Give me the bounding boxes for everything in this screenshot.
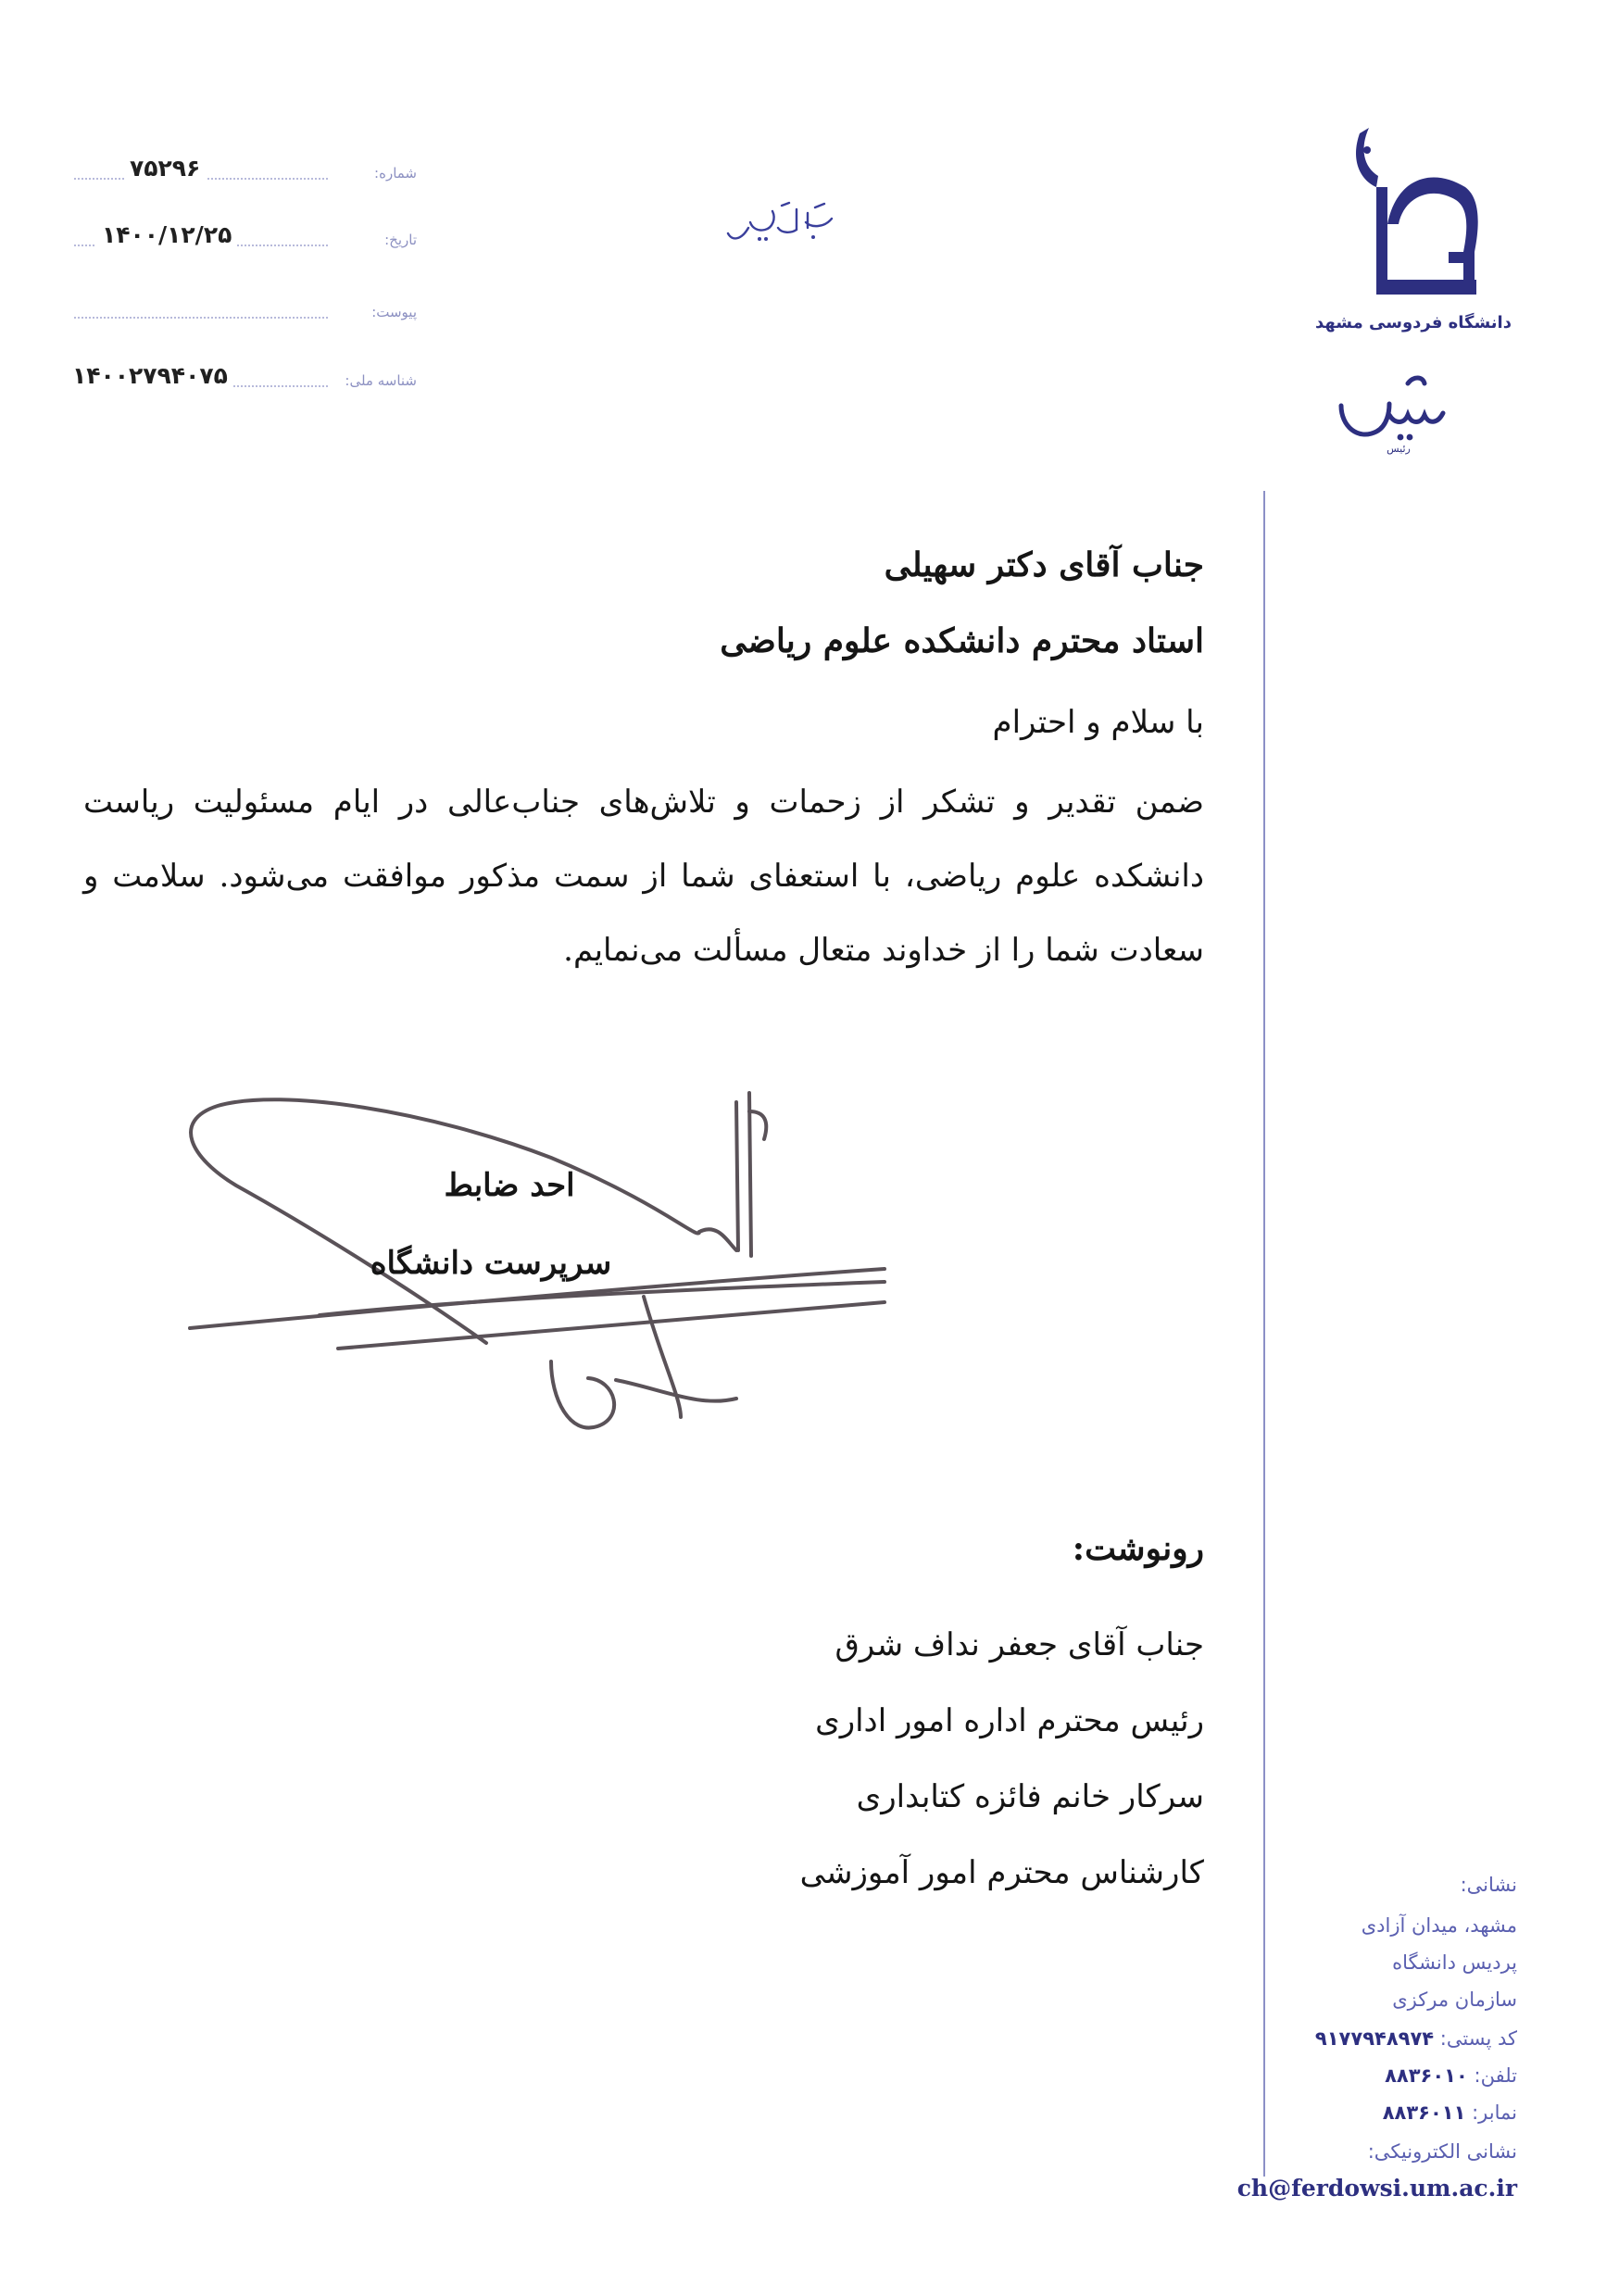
postal-code-label: کد پستی: <box>1439 2027 1517 2050</box>
fax-value: ۸۸۳۶۰۱۱ <box>1382 2102 1466 2124</box>
letter-date-value: ۱۴۰۰/۱۲/۲۵ <box>96 221 237 248</box>
cc-item: کارشناس محترم امور آموزشی <box>799 1854 1204 1891</box>
national-id-label: شناسه ملی: <box>345 372 417 389</box>
office-title: رئیس <box>1387 443 1411 455</box>
bismillah-calligraphy <box>722 200 843 256</box>
email-label: نشانی الکترونیکی: <box>1367 2140 1517 2163</box>
greeting: با سلام و احترام <box>992 704 1204 741</box>
university-name: دانشگاه فردوسی مشهد <box>1315 313 1512 332</box>
recipient-name: جناب آقای دکتر سهیلی <box>884 546 1204 584</box>
fax-label: نمابر: <box>1472 2102 1517 2124</box>
letter-date-field <box>74 222 417 254</box>
address-line: پردیس دانشگاه <box>1392 1951 1517 1974</box>
letter-number-value: ۷۵۲۹۶ <box>124 155 206 182</box>
national-id-field <box>74 363 417 395</box>
university-logo-icon <box>1315 122 1512 345</box>
phone-value: ۸۸۳۶۰۱۰ <box>1385 2064 1468 2087</box>
cc-item: رئیس محترم اداره امور اداری <box>815 1702 1204 1739</box>
cc-heading: رونوشت: <box>1072 1529 1204 1568</box>
postal-code-value: ۹۱۷۷۹۴۸۹۷۴ <box>1314 2027 1435 2050</box>
address-line: سازمان مرکزی <box>1392 1989 1517 2011</box>
phone-label: تلفن: <box>1474 2064 1517 2087</box>
cc-item: سرکار خانم فائزه کتابداری <box>856 1778 1204 1815</box>
letter-date-label: تاریخ: <box>384 232 417 248</box>
signer-title: سرپرست دانشگاه <box>370 1245 612 1282</box>
national-id-value: ۱۴۰۰۲۷۹۴۰۷۵ <box>67 362 233 389</box>
phone <box>1147 2062 1517 2089</box>
address-label: نشانی: <box>1460 1874 1517 1896</box>
fax <box>1147 2099 1517 2127</box>
attachment-label: پیوست: <box>371 304 417 320</box>
attachment-field <box>74 295 417 326</box>
letter-body: ضمن تقدیر و تشکر از زحمات و تلاش‌های جناب‌عالی در ایام مسئولیت ریاست دانشکده علوم ریاضی، با استعفای شما از سمت مذکور موافقت می‌شود. سلامت و سعادت شما را از خداوند متعال مسألت می‌نمایم. <box>83 784 1204 969</box>
letter-number-label: شماره: <box>374 165 417 182</box>
email-address: ch@ferdowsi.um.ac.ir <box>1236 2175 1517 2202</box>
office-title-calligraphy <box>1334 367 1463 456</box>
address-line: مشهد، میدان آزادی <box>1361 1914 1517 1937</box>
signer-name: احد ضابط <box>444 1167 575 1204</box>
recipient-title: استاد محترم دانشکده علوم ریاضی <box>720 621 1204 660</box>
postal-code <box>1147 2025 1517 2052</box>
letter-number-field <box>74 156 417 187</box>
cc-item: جناب آقای جعفر نداف شرق <box>835 1626 1204 1663</box>
dotted-line <box>74 317 328 319</box>
